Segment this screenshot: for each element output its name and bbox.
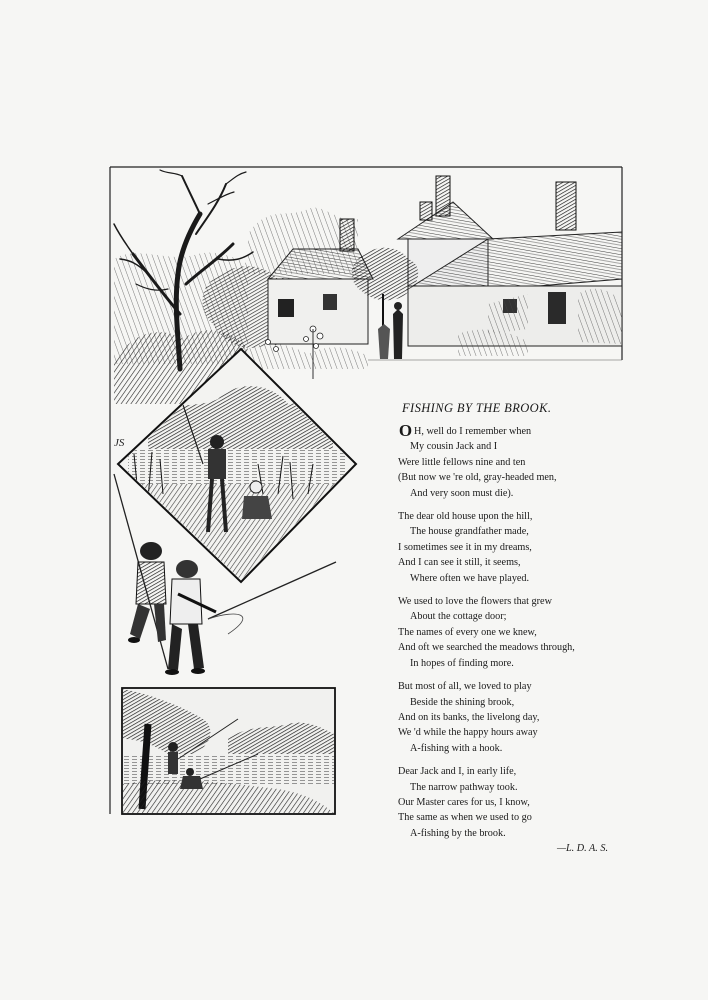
drop-cap: O xyxy=(398,421,413,440)
poem-line xyxy=(398,795,648,810)
poem-line xyxy=(398,455,648,470)
poem-line-text: The narrow pathway took. xyxy=(410,781,518,793)
poem-line xyxy=(398,609,648,624)
pond-scene xyxy=(122,688,335,814)
poem-line xyxy=(398,594,648,609)
poem-line-text: I sometimes see it in my dreams, xyxy=(398,541,532,553)
poem-line-text: A-fishing with a hook. xyxy=(410,742,503,754)
poem-line xyxy=(398,640,648,655)
poem-line xyxy=(398,524,648,539)
poem-line-text: The dear old house upon the hill, xyxy=(398,511,533,523)
poem-line-text: And very soon must die). xyxy=(410,487,514,499)
poem-line xyxy=(398,625,648,640)
stanza xyxy=(398,594,648,671)
poem-line-text: (But now we 're old, gray-headed men, xyxy=(398,472,557,484)
poem-line-text: The house grandfather made, xyxy=(410,526,529,538)
poem-line xyxy=(398,571,648,586)
poem-line xyxy=(398,725,648,740)
poem-line-text: Were little fellows nine and ten xyxy=(398,456,526,468)
poem-line xyxy=(398,741,648,756)
poem-line-text: But most of all, we loved to play xyxy=(398,681,532,693)
poem-line xyxy=(398,764,648,779)
poem-line-text: About the cottage door; xyxy=(410,611,507,623)
poem-line-text: The names of every one we knew, xyxy=(398,626,537,638)
poem-line-text: And oft we searched the meadows through, xyxy=(398,642,575,654)
poem-line-text: And I can see it still, it seems, xyxy=(398,557,521,569)
monogram: JS xyxy=(114,437,125,449)
poem-line xyxy=(398,486,648,501)
poem-line xyxy=(398,421,648,440)
poem-line xyxy=(398,679,648,694)
poem-line-text: H, well do I remember when xyxy=(414,426,532,437)
poem-line-text: We 'd while the happy hours away xyxy=(398,727,538,739)
stanza xyxy=(398,421,648,501)
poem-line xyxy=(398,695,648,710)
poem-line xyxy=(398,509,648,524)
poem xyxy=(398,401,648,854)
poem-line xyxy=(398,780,648,795)
poem-line xyxy=(398,710,648,725)
poem-stanzas xyxy=(398,421,648,841)
poem-line xyxy=(398,439,648,454)
poem-line xyxy=(398,555,648,570)
poem-line-text: A-fishing by the brook. xyxy=(410,827,506,839)
poem-line-text: The same as when we used to go xyxy=(398,812,532,824)
poem-line xyxy=(398,540,648,555)
poem-line-text: Where often we have played. xyxy=(410,572,530,584)
poem-title: FISHING BY THE BROOK. xyxy=(402,401,552,415)
poem-line-text: Our Master cares for us, I know, xyxy=(398,796,530,808)
poem-signature: —L. D. A. S. xyxy=(556,843,608,855)
poem-line-text: And on its banks, the livelong day, xyxy=(398,711,540,723)
stanza xyxy=(398,764,648,841)
poem-line xyxy=(398,470,648,485)
poem-line-text: My cousin Jack and I xyxy=(410,441,498,453)
poem-line xyxy=(398,810,648,825)
poem-line-text: In hopes of finding more. xyxy=(410,657,514,669)
poem-line xyxy=(398,656,648,671)
poem-line-text: Dear Jack and I, in early life, xyxy=(398,766,517,778)
stanza xyxy=(398,509,648,586)
poem-line-text: We used to love the flowers that grew xyxy=(398,596,552,608)
poem-line-text: Beside the shining brook, xyxy=(410,696,515,708)
stanza xyxy=(398,679,648,756)
poem-line xyxy=(398,826,648,841)
